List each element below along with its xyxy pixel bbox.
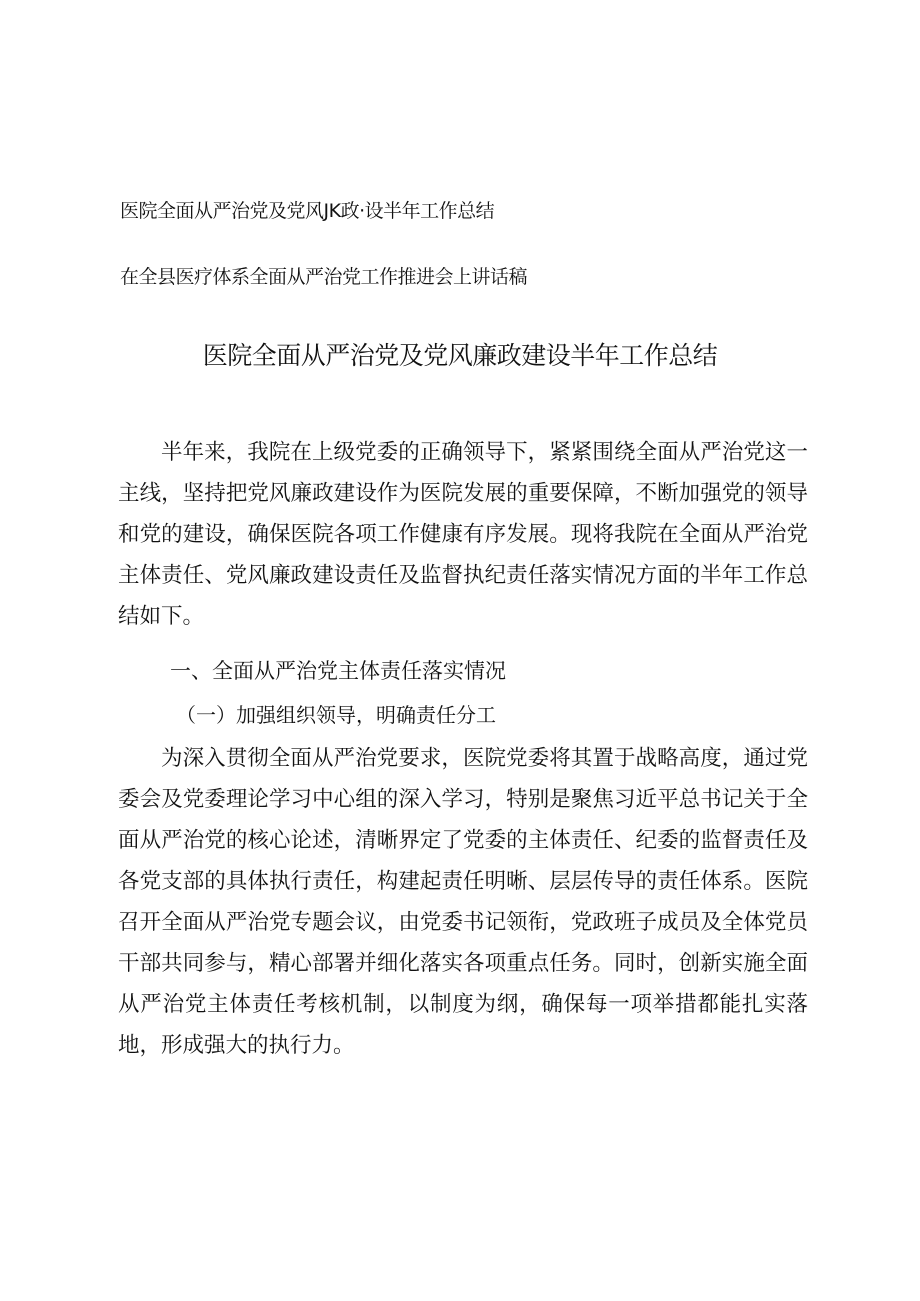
section-heading: 一、全面从严治党主体责任落实情况 xyxy=(170,659,506,683)
subsection-heading: （一）加强组织领导，明确责任分工 xyxy=(176,703,496,727)
intro-paragraph: 半年来，我院在上级党委的正确领导下，紧紧围绕全面从严治党这一主线，坚持把党风廉政建设作为医院发展的重要保障，不断加强党的领导和党的建设，确保医院各项工作健康有序发展。现将我院在全面从严治党主体责任、党风廉政建设责任及监督执纪责任落实情况方面的半年工作总结如下。 xyxy=(118,440,808,629)
header-subtitle-line: 在全县医疗体系全面从严治党工作推进会上讲话稿 xyxy=(120,266,528,288)
page-title: 医院全面从严治党及党风廉政建设半年工作总结 xyxy=(202,341,718,370)
header-title-line: 医院全面从严治党及党风JK政·设半年工作总结 xyxy=(120,200,495,222)
body-paragraph: 为深入贯彻全面从严治党要求，医院党委将其置于战略高度，通过党委会及党委理论学习中心组的深入学习，特别是聚焦习近平总书记关于全面从严治党的核心论述，清晰界定了党委的主体责任、纪委的监督责任及各党支部的具体执行责任，构建起责任明晰、层层传导的责任体系。医院召开全面从严治党专题会议，由党委书记领衔，党政班子成员及全体党员干部共同参与，精心部署并细化落实各项重点任务。同时，创新实施全面从严治党主体责任考核机制，以制度为纲，确保每一项举措都能扎实落地，形成强大的执行力。 xyxy=(118,746,808,1058)
